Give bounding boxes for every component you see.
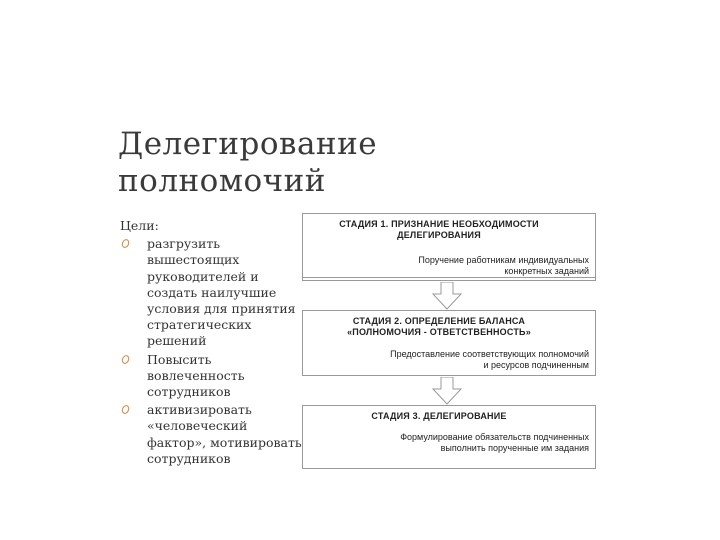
goal-item [120, 402, 302, 467]
stage-2-desc-line-1: Предоставление соответствующих полномочий [390, 349, 589, 359]
bullet-icon [120, 404, 130, 415]
slide-title-line-2: полномочий [118, 163, 326, 199]
stage-3-desc-line-1: Формулирование обязательств подчиненных [400, 432, 589, 442]
stage-1-title-line-2: ДЕЛЕГИРОВАНИЯ [397, 230, 481, 240]
goal-item [120, 236, 302, 349]
stage-2-title-line-1: СТАДИЯ 2. ОПРЕДЕЛЕНИЕ БАЛАНСА [352, 316, 526, 326]
slide-title [118, 126, 377, 200]
goal-item [120, 352, 302, 401]
stage-3-description [400, 432, 589, 454]
stage-1-divider [303, 277, 595, 278]
stage-2-desc-line-2: и ресурсов подчиненным [483, 360, 589, 370]
goal-text: Повысить вовлеченность сотрудников [147, 351, 245, 400]
down-arrow-icon [430, 377, 464, 405]
down-arrow-icon [430, 282, 464, 310]
bullet-icon [120, 238, 130, 249]
stage-1-desc-line-2: конкретных заданий [504, 266, 589, 276]
stage-2-title-line-2: «ПОЛНОМОЧИЯ - ОТВЕТСТВЕННОСТЬ» [347, 327, 531, 337]
goals-block [120, 218, 302, 469]
stage-1-description [418, 255, 589, 277]
stage-1-box [302, 213, 596, 281]
stage-3-desc-line-2: выполнить порученные им задания [440, 443, 589, 453]
stage-3-title-line-1: СТАДИЯ 3. ДЕЛЕГИРОВАНИЕ [371, 411, 507, 421]
stage-1-title-line-1: СТАДИЯ 1. ПРИЗНАНИЕ НЕОБХОДИМОСТИ [339, 219, 539, 229]
stage-3-box [302, 405, 596, 469]
goals-list [120, 236, 302, 467]
slide-title-line-1: Делегирование [118, 126, 378, 162]
stage-1-desc-line-1: Поручение работникам индивидуальных [418, 255, 589, 265]
bullet-icon [120, 354, 130, 365]
stage-2-description [390, 349, 589, 371]
stage-1-title [303, 219, 575, 241]
goal-text: активизировать «человеческий фактор», мотивировать сотрудников [147, 402, 302, 466]
goal-text: разгрузить вышестоящих руководителей и создать наилучшие условия для принятия стратегических решений [147, 236, 296, 349]
goals-heading: Цели: [120, 218, 159, 233]
stage-3-title [303, 411, 575, 422]
stage-2-title [303, 316, 575, 338]
stage-2-box [302, 310, 596, 376]
